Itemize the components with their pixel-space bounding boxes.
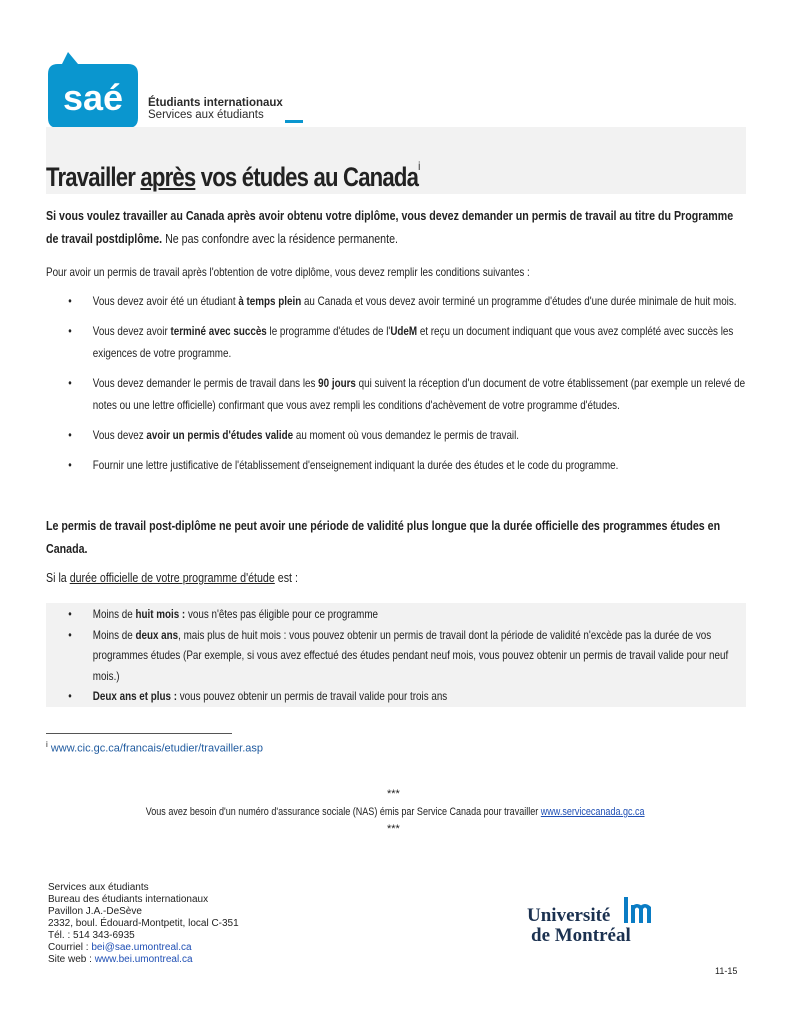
intro-paragraph: Si vous voulez travailler au Canada après avoir obtenu votre diplôme, vous devez demander un permis de travail au titre du Programme de travail postdiplôme. Ne pas confondre avec la résidence permanente. (46, 208, 734, 246)
durations-list (60, 604, 749, 707)
conditions-list (60, 290, 749, 484)
logo-dash (285, 120, 303, 123)
list-item: • Fournir une lettre justificative de l'établissement d'enseignement indiquant la durée des études et le code du programme. (68, 458, 619, 472)
address-block: Services aux étudiants Bureau des étudiants internationaux Pavillon J.A.-DeSève 2332, boul. Édouard-Montpetit, local C-351 Tél. : 514 343-6935 Courriel : bei@sae.umontreal.ca Site web : www.bei.umontreal.ca (48, 882, 239, 965)
nas-notice: Vous avez besoin d'un numéro d'assurance sociale (NAS) émis par Service Canada pour travailler www.servicecanada.gc.ca (146, 806, 645, 818)
duration-intro: Si la durée officielle de votre programme d'étude est : (46, 570, 298, 585)
list-item: • Vous devez avoir un permis d'études valide au moment où vous demandez le permis de travail. (68, 428, 520, 442)
list-item: • Vous devez demander le permis de travail dans les 90 jours qui suivent la réception d'un document de votre établissement (par exemple un relevé de notes ou une lettre officielle) confirmant que vous avez rempli les conditions d'achèvement de votre programme d'études. (68, 376, 746, 412)
conditions-line: Pour avoir un permis de travail après l'obtention de votre diplôme, vous devez remplir les conditions suivantes : (46, 265, 530, 279)
separator-stars-bottom: *** (387, 823, 400, 835)
logo-line2: Services aux étudiants (148, 109, 264, 121)
svg-text:de Montréal: de Montréal (531, 925, 631, 945)
title-note-mark: i (418, 159, 420, 173)
website-link[interactable]: www.bei.umontreal.ca (94, 954, 193, 965)
svg-text:Université: Université (527, 905, 611, 926)
separator-stars-top: *** (387, 788, 400, 800)
page-code: 11-15 (715, 966, 738, 976)
list-item: • Vous devez avoir été un étudiant à temps plein au Canada et vous devez avoir terminé un programme d'études d'une durée minimale de huit mois. (68, 294, 737, 308)
list-item: • Deux ans et plus : vous pouvez obtenir un permis de travail valide pour trois ans (68, 689, 448, 703)
email-link[interactable]: bei@sae.umontreal.ca (91, 942, 192, 953)
logo-mark-text: saé (62, 77, 124, 118)
sae-logo (48, 52, 138, 128)
list-item: • Vous devez avoir terminé avec succès le programme d'études de l'UdeM et reçu un document indiquant que vous avez complété avec succès les exigences de votre programme. (68, 324, 734, 360)
logo-line1: Étudiants internationaux (148, 97, 283, 109)
validity-note: Le permis de travail post-diplôme ne peut avoir une période de validité plus longue que la durée officielle des programmes études en Canada. (46, 518, 721, 556)
page-title: Travailler après vos études au Canada$^i$ (46, 159, 420, 192)
udem-logo (527, 895, 652, 945)
footnote-rule (46, 733, 232, 734)
footnote (46, 740, 263, 755)
footnote-link[interactable]: www.cic.gc.ca/francais/etudier/travailler.asp (50, 742, 263, 755)
list-item: • Moins de huit mois : vous n'êtes pas éligible pour ce programme (68, 607, 378, 621)
list-item: • Moins de deux ans, mais plus de huit mois : vous pouvez obtenir un permis de travail dont la période de validité n'excède pas la durée de vos programmes études (Par exemple, si vous avez effectué des études pendant neuf mois, vous pouvez obtenir un permis de travail valide pour neuf mois.) (68, 627, 729, 683)
footnote-mark: i (46, 740, 48, 749)
servicecanada-link[interactable]: www.servicecanada.gc.ca (541, 806, 645, 818)
